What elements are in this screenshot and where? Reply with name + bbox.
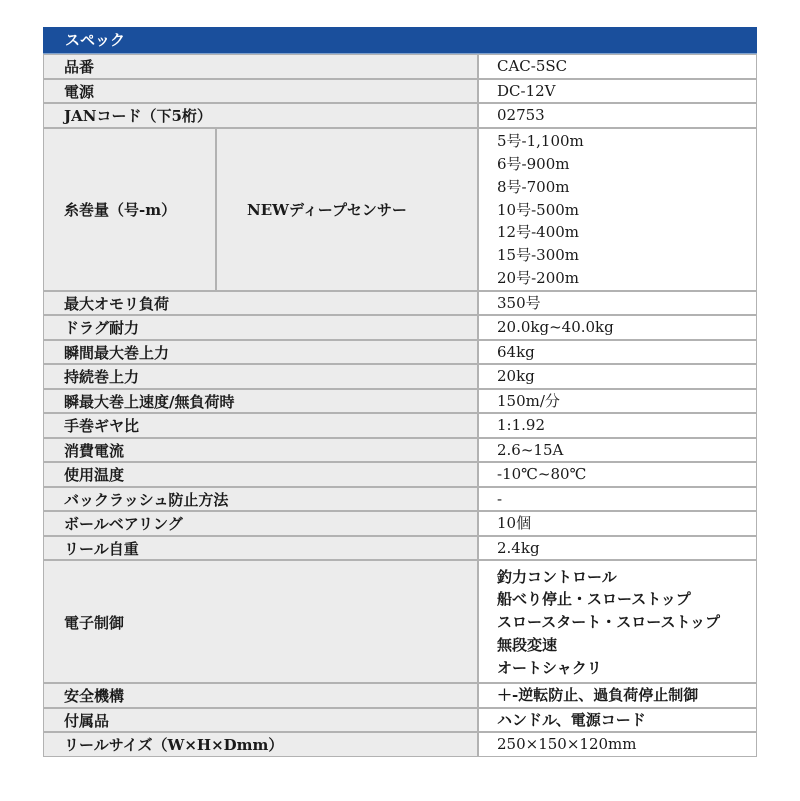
spec-value: 釣力コントロール	[497, 567, 617, 586]
spec-label: ボールベアリング	[64, 515, 183, 534]
section-header	[43, 27, 757, 56]
spec-value: オートシャクリ	[497, 658, 602, 677]
spec-label: 最大オモリ負荷	[64, 294, 170, 313]
spec-value: 15号-300m	[497, 246, 580, 265]
spec-value: スロースタート・スローストップ	[497, 613, 721, 632]
spec-value-cell	[478, 54, 757, 79]
spec-label: バックラッシュ防止方法	[64, 490, 229, 509]
spec-value-cell	[478, 732, 757, 757]
spec-value-cell	[478, 315, 757, 340]
spec-value-cell	[478, 438, 757, 463]
spec-label-cell	[43, 315, 478, 340]
spec-label-cell	[43, 103, 478, 128]
spec-label: 安全機構	[64, 687, 125, 706]
spec-label: 品番	[64, 58, 95, 77]
spec-value-cell	[478, 487, 757, 512]
spec-label: 持続巻上力	[64, 368, 140, 387]
spec-label-cell	[43, 128, 216, 291]
spec-label-cell	[43, 364, 478, 389]
spec-value: 20.0kg~40.0kg	[497, 318, 614, 336]
spec-value-cell	[478, 462, 757, 487]
spec-value-cell	[478, 560, 757, 683]
spec-label-cell	[43, 79, 478, 104]
spec-value: 350号	[497, 293, 541, 312]
spec-label: 使用温度	[64, 466, 125, 485]
spec-value: -10℃~80℃	[497, 465, 587, 483]
spec-label-cell	[43, 708, 478, 733]
spec-label: ドラグ耐力	[64, 319, 140, 338]
spec-label: 手巻ギヤ比	[64, 417, 140, 436]
spec-value: 250×150×120mm	[497, 735, 637, 753]
spec-label-cell	[43, 340, 478, 365]
spec-value: 8号-700m	[497, 177, 570, 196]
spec-value-cell	[478, 103, 757, 128]
spec-label: リール自重	[64, 539, 139, 558]
spec-label-cell	[43, 462, 478, 487]
spec-label: JANコード（下5桁）	[64, 107, 212, 126]
spec-value: 64kg	[497, 342, 535, 361]
spec-value-cell	[478, 128, 757, 291]
spec-value: 10個	[497, 514, 532, 532]
spec-value: 12号-400m	[497, 223, 580, 242]
spec-value-cell	[478, 413, 757, 438]
spec-label-cell	[43, 732, 478, 757]
spec-label: 糸巻量（号-m）	[64, 201, 177, 219]
spec-value: ＋-逆転防止、過負荷停止制御	[497, 686, 699, 704]
spec-label: 瞬最大巻上速度/無負荷時	[64, 392, 235, 411]
spec-sublabel-cell	[216, 128, 478, 291]
spec-value-cell	[478, 683, 757, 708]
spec-value: 無段変速	[497, 635, 558, 654]
spec-value: -	[497, 489, 503, 508]
spec-label-cell	[43, 487, 478, 512]
spec-label-cell	[43, 536, 478, 561]
spec-value: 20号-200m	[497, 268, 580, 287]
spec-value: 5号-1,100m	[497, 132, 584, 151]
section-title: スペック	[65, 31, 126, 49]
spec-value: DC-12V	[497, 81, 556, 100]
spec-value: CAC-5SC	[497, 57, 568, 75]
spec-value-cell	[478, 340, 757, 365]
spec-label-cell	[43, 560, 478, 683]
spec-label-cell	[43, 389, 478, 414]
spec-value-cell	[478, 511, 757, 536]
spec-value: 2.6~15A	[497, 440, 564, 459]
spec-label: 電源	[64, 82, 95, 101]
spec-label: 電子制御	[64, 613, 125, 632]
spec-label: 消費電流	[64, 441, 125, 460]
spec-value: 2.4kg	[497, 538, 540, 557]
spec-label-cell	[43, 511, 478, 536]
spec-label-cell	[43, 54, 478, 79]
spec-sublabel: NEWディープセンサー	[247, 201, 407, 219]
spec-value: ハンドル、電源コード	[497, 710, 646, 729]
spec-value-cell	[478, 708, 757, 733]
spec-value-cell	[478, 536, 757, 561]
spec-value: 10号-500m	[497, 200, 580, 219]
spec-label-cell	[43, 291, 478, 316]
spec-label-cell	[43, 413, 478, 438]
spec-label: 瞬間最大巻上力	[64, 343, 170, 362]
spec-label-cell	[43, 683, 478, 708]
spec-value: 6号-900m	[497, 154, 570, 173]
spec-label: 付属品	[64, 711, 110, 730]
spec-value-cell	[478, 389, 757, 414]
spec-value: 150m/分	[497, 391, 560, 410]
spec-value-cell	[478, 79, 757, 104]
spec-value: 船べり停止・スローストップ	[497, 590, 691, 609]
spec-value: 02753	[497, 106, 545, 124]
spec-value-cell	[478, 364, 757, 389]
spec-label-cell	[43, 438, 478, 463]
spec-label: リールサイズ（W×H×Dmm）	[64, 736, 284, 755]
spec-value-cell	[478, 291, 757, 316]
spec-value: 20kg	[497, 367, 535, 385]
spec-value: 1:1.92	[497, 416, 545, 434]
